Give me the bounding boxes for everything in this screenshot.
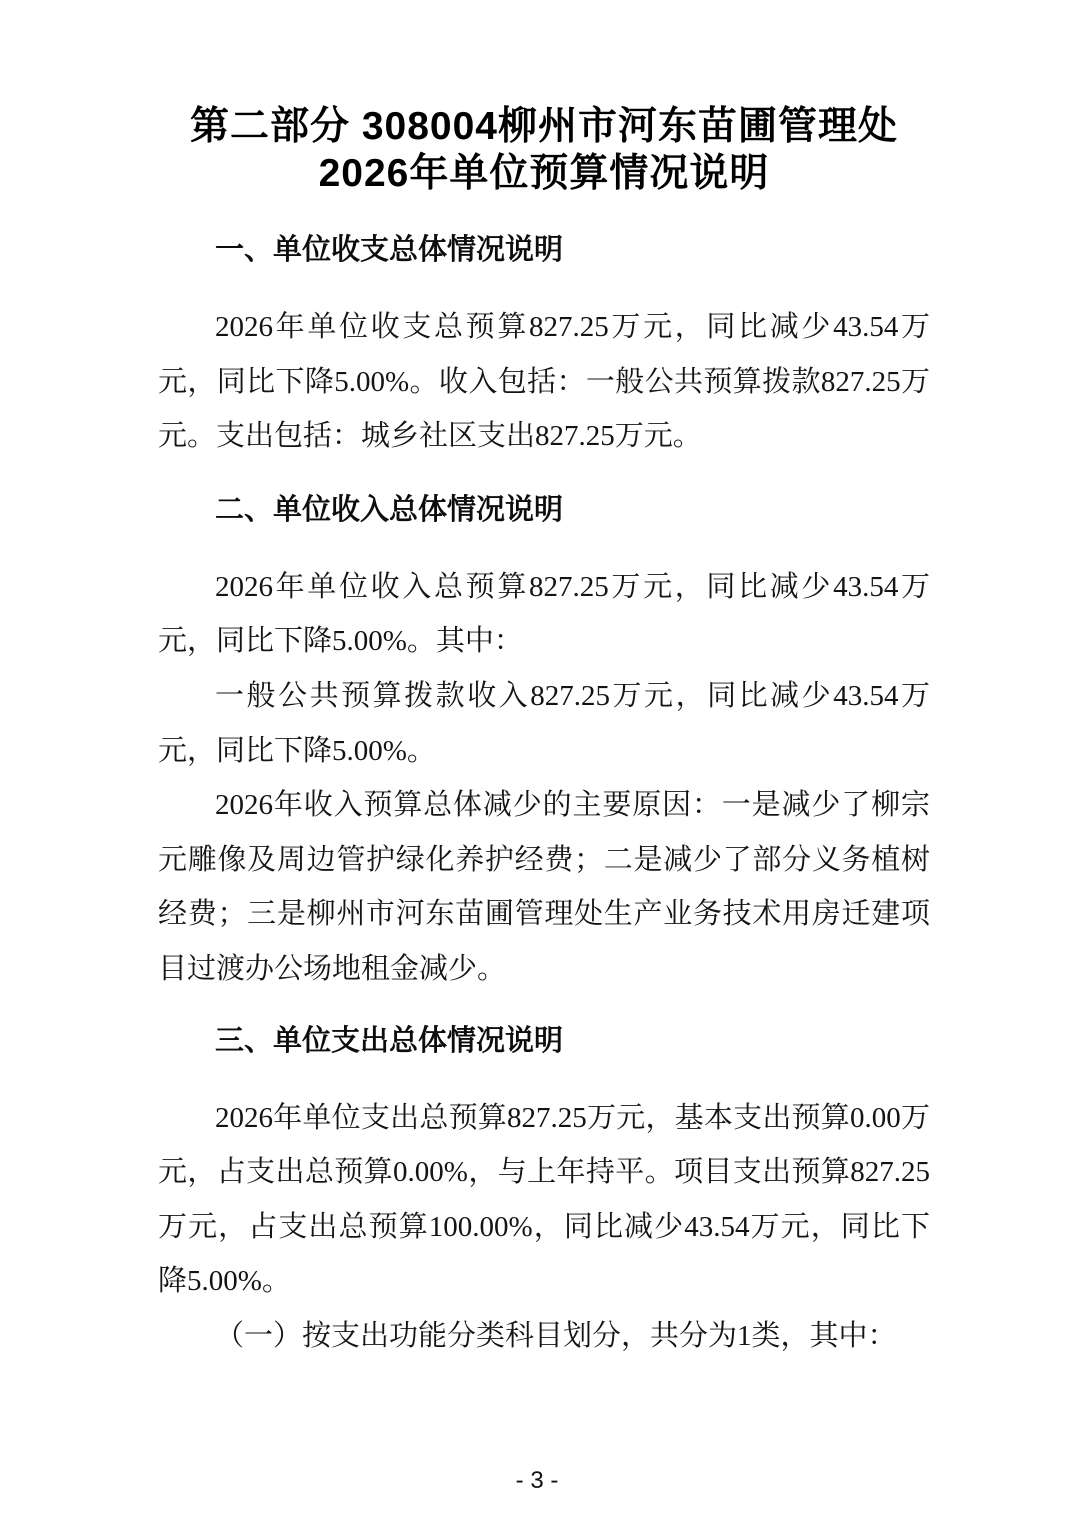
section-3-paragraph-2: （一）按支出功能分类科目划分，共分为1类，其中： <box>215 1319 897 1352</box>
document-title-line-2: 2026年单位预算情况说明 <box>318 152 770 195</box>
section-2-paragraph-3: 2026年收入预算总体减少的主要原因：一是减少了柳宗元雕像及周边管护绿化养护经费；二是减少了部分义务植树经费；三是柳州市河东苗圃管理处生产业务技术用房迁建项目过渡办公场地租金减少。 <box>158 789 930 985</box>
section-3-paragraph-1: 2026年单位支出总预算827.25万元，基本支出预算0.00万元，占支出总预算0.00%，与上年持平。项目支出预算827.25万元，占支出总预算100.00%，同比减少43.54万元，同比下降5.00%。 <box>158 1101 930 1298</box>
section-income-expense-overview <box>158 223 930 464</box>
section-2-paragraph-1: 2026年单位收入总预算827.25万元，同比减少43.54万元，同比下降5.00%。其中： <box>158 570 930 658</box>
section-1-heading: 一、单位收支总体情况说明 <box>215 234 564 266</box>
section-income-overview <box>158 483 930 997</box>
section-3-heading: 三、单位支出总体情况说明 <box>215 1024 564 1057</box>
page-number: - 3 - <box>515 1467 559 1494</box>
section-2-paragraph-2: 一般公共预算拨款收入827.25万元，同比减少43.54万元，同比下降5.00%。 <box>158 679 930 767</box>
document-title <box>158 103 930 197</box>
document-title-line-1: 第二部分 308004柳州市河东苗圃管理处 <box>190 105 898 148</box>
section-1-paragraph-1: 2026年单位收支总预算827.25万元，同比减少43.54万元，同比下降5.00%。收入包括：一般公共预算拨款827.25万元。支出包括：城乡社区支出827.25万元。 <box>158 311 930 453</box>
section-expense-overview <box>158 1014 930 1364</box>
section-2-heading: 二、单位收入总体情况说明 <box>215 493 564 526</box>
